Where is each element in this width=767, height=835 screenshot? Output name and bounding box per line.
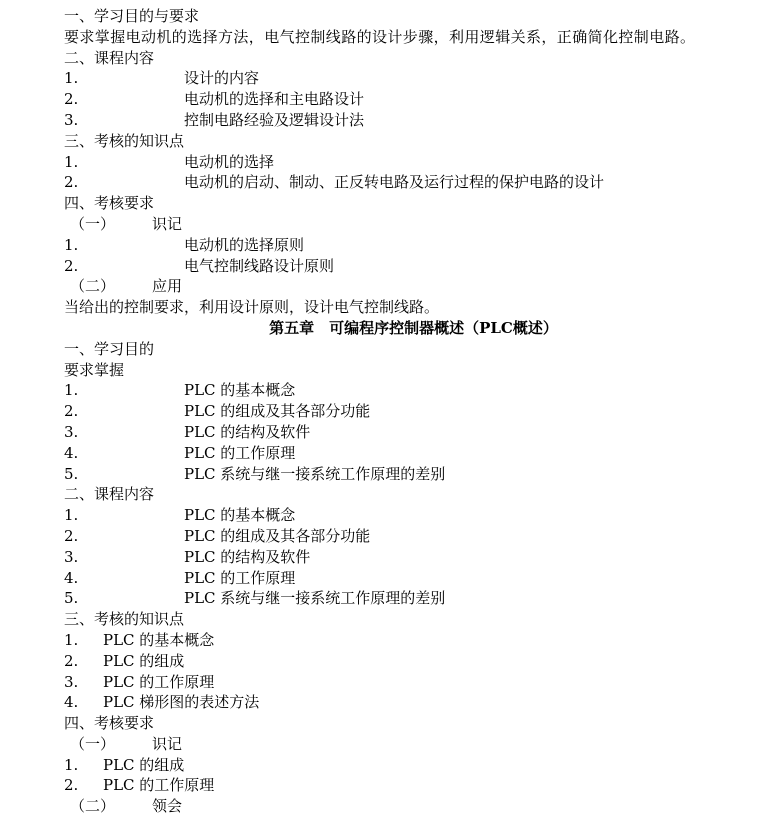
- section-heading-goals: 一、学习目的: [64, 339, 155, 358]
- sub-heading-number: （一）: [70, 214, 116, 233]
- list-item-number: 3.: [64, 547, 79, 566]
- list-item-number: 2.: [64, 402, 79, 421]
- section-heading-requirements: 四、考核要求: [64, 194, 155, 213]
- list-item-number: 2.: [64, 256, 79, 275]
- list-item-text: PLC 的结构及软件: [184, 547, 311, 566]
- list-item-text: PLC 梯形图的表述方法: [103, 693, 260, 712]
- list-item: [0, 526, 767, 547]
- list-item-number: 2.: [64, 173, 79, 192]
- list-item-number: 1.: [64, 69, 79, 88]
- list-item-text: PLC 的基本概念: [103, 630, 215, 649]
- list-item: [0, 380, 767, 401]
- sub-heading-number: （二）: [70, 797, 116, 816]
- list-item-text: 电动机的启动、制动、正反转电路及运行过程的保护电路的设计: [184, 173, 605, 192]
- goal-intro: 要求掌握: [64, 360, 125, 379]
- list-item: [0, 505, 767, 526]
- list-item: [0, 692, 767, 713]
- list-item-number: 5.: [64, 464, 79, 483]
- list-item-text: 控制电路经验及逻辑设计法: [184, 110, 365, 129]
- sub-heading-understand: [0, 796, 767, 817]
- sub-heading-apply: [0, 276, 767, 297]
- list-item-number: 2.: [64, 90, 79, 109]
- list-item-number: 1.: [64, 506, 79, 525]
- list-item: [0, 630, 767, 651]
- list-item: [0, 651, 767, 672]
- list-item: [0, 464, 767, 485]
- list-item-text: 电动机的选择: [184, 152, 275, 171]
- list-item-text: 设计的内容: [184, 69, 260, 88]
- list-item: [0, 672, 767, 693]
- sub-heading-label: 识记: [152, 734, 183, 753]
- list-item-text: PLC 的结构及软件: [184, 422, 311, 441]
- sub-heading-label: 领会: [152, 797, 183, 816]
- list-item-number: 3.: [64, 110, 79, 129]
- list-item-text: 电气控制线路设计原则: [184, 256, 335, 275]
- sub-heading-label: 识记: [152, 214, 183, 233]
- list-item-number: 2.: [64, 526, 79, 545]
- document-page: [0, 6, 767, 817]
- list-item-text: PLC 的基本概念: [184, 381, 296, 400]
- list-item-number: 3.: [64, 672, 79, 691]
- list-item-number: 4.: [64, 568, 79, 587]
- list-item-number: 1.: [64, 235, 79, 254]
- list-item: [0, 422, 767, 443]
- sub-heading-number: （二）: [70, 277, 116, 296]
- list-item-number: 2.: [64, 776, 79, 795]
- list-item-text: PLC 的组成: [103, 651, 185, 670]
- section-heading-requirements: 四、考核要求: [64, 714, 155, 733]
- apply-paragraph: 当给出的控制要求，利用设计原则，设计电气控制线路。: [64, 298, 440, 317]
- section-heading-goals: 一、学习目的与要求: [64, 7, 200, 25]
- sub-heading-memorize: [0, 734, 767, 755]
- list-item: [0, 443, 767, 464]
- list-item: [0, 588, 767, 609]
- list-item: [0, 256, 767, 277]
- list-item-text: PLC 的组成及其各部分功能: [184, 526, 371, 545]
- section-heading-knowledge: 三、考核的知识点: [64, 610, 185, 629]
- list-item-text: PLC 的组成: [103, 755, 185, 774]
- list-item-number: 1.: [64, 381, 79, 400]
- list-item-number: 4.: [64, 443, 79, 462]
- list-item-number: 2.: [64, 651, 79, 670]
- list-item-text: PLC 的工作原理: [103, 672, 215, 691]
- chapter-title: 第五章 可编程序控制器概述（PLC概述）: [269, 318, 558, 337]
- list-item: [0, 775, 767, 796]
- sub-heading-number: （一）: [70, 734, 116, 753]
- list-item: [0, 235, 767, 256]
- list-item: [0, 68, 767, 89]
- list-item-text: PLC 系统与继一接系统工作原理的差别: [184, 589, 446, 608]
- list-item-text: PLC 的工作原理: [184, 443, 296, 462]
- list-item-text: 电动机的选择原则: [184, 235, 305, 254]
- list-item: [0, 152, 767, 173]
- list-item-text: PLC 系统与继一接系统工作原理的差别: [184, 464, 446, 483]
- list-item: [0, 401, 767, 422]
- list-item-number: 5.: [64, 589, 79, 608]
- section-heading-knowledge: 三、考核的知识点: [64, 131, 185, 150]
- goal-paragraph: 要求掌握电动机的选择方法，电气控制线路的设计步骤，利用逻辑关系，正确简化控制电路。: [64, 27, 696, 46]
- list-item: [0, 172, 767, 193]
- list-item: [0, 89, 767, 110]
- list-item: [0, 568, 767, 589]
- list-item: [0, 755, 767, 776]
- sub-heading-memorize: [0, 214, 767, 235]
- list-item-text: PLC 的工作原理: [184, 568, 296, 587]
- list-item-number: 3.: [64, 422, 79, 441]
- sub-heading-label: 应用: [152, 277, 183, 296]
- list-item-number: 4.: [64, 693, 79, 712]
- list-item-text: 电动机的选择和主电路设计: [184, 90, 365, 109]
- list-item-number: 1.: [64, 152, 79, 171]
- section-heading-content: 二、课程内容: [64, 485, 155, 504]
- list-item-text: PLC 的基本概念: [184, 506, 296, 525]
- list-item: [0, 110, 767, 131]
- list-item-text: PLC 的工作原理: [103, 776, 215, 795]
- list-item-number: 1.: [64, 755, 79, 774]
- list-item-number: 1.: [64, 630, 79, 649]
- list-item: [0, 547, 767, 568]
- list-item-text: PLC 的组成及其各部分功能: [184, 402, 371, 421]
- section-heading-content: 二、课程内容: [64, 48, 155, 67]
